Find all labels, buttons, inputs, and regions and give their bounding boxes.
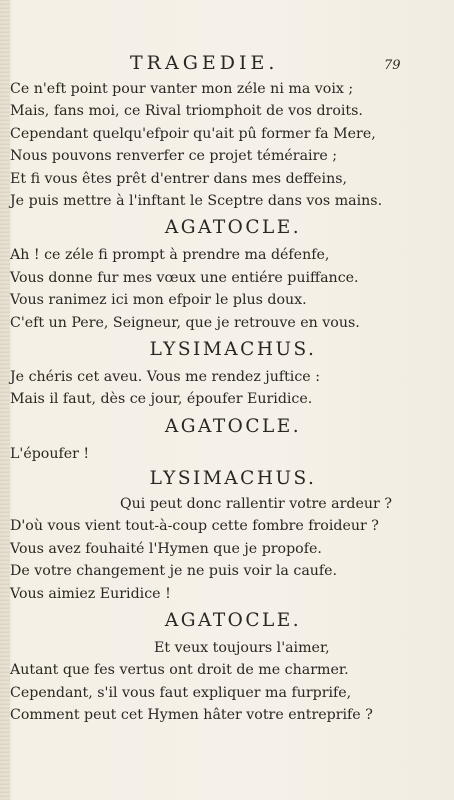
verse-line: Vous aimiez Euridice ! (10, 585, 171, 602)
speaker-name: AGATOCLE. (164, 217, 302, 239)
verse-line: Mais, fans moi, ce Rival triomphoit de vos droits. (10, 103, 363, 120)
verse-line: Cependant quelqu'efpoir qu'ait pû former fa Mere, (10, 125, 376, 142)
verse-line: Comment peut cet Hymen hâter votre entreprife ? (10, 707, 373, 724)
verse-line: Vous avez fouhaité l'Hymen que je propofe. (10, 540, 322, 557)
verse-line: C'eft un Pere, Seigneur, que je retrouve en vous. (10, 314, 360, 331)
verse-line: Qui peut donc rallentir votre ardeur ? (120, 496, 392, 513)
speaker-name: LYSIMACHUS. (149, 338, 317, 360)
verse-line: L'époufer ! (10, 445, 90, 462)
page-header (0, 52, 454, 76)
play-text (10, 78, 440, 727)
verse-line: Vous ranimez ici mon efpoir le plus doux. (10, 292, 307, 309)
verse-line: Vous donne fur mes vœux une entiére puiffance. (10, 269, 359, 286)
verse-line: Ce n'eft point pour vanter mon zéle ni ma voix ; (10, 81, 354, 97)
verse-line: Mais il faut, dès ce jour, époufer Euridice. (10, 391, 313, 408)
verse-line: Ah ! ce zéle fi prompt à prendre ma défenfe, (10, 247, 330, 264)
verse-line: D'où vous vient tout-à-coup cette fombre froideur ? (10, 518, 379, 535)
verse-line: Nous pouvons renverfer ce projet téméraire ; (10, 148, 338, 165)
verse-line: Je puis mettre à l'inftant le Sceptre dans vos mains. (10, 192, 383, 209)
speaker-name: AGATOCLE. (164, 610, 302, 632)
verse-line: Et fi vous êtes prêt d'entrer dans mes deffeins, (10, 170, 347, 187)
speaker-name: AGATOCLE. (164, 415, 302, 437)
page-gutter (0, 0, 10, 800)
page-number: 79 (384, 58, 401, 73)
speaker-name: LYSIMACHUS. (149, 468, 317, 490)
verse-line: De votre changement je ne puis voir la caufe. (10, 563, 338, 580)
verse-line: Je chéris cet aveu. Vous me rendez juftice : (10, 368, 320, 385)
verse-line: Autant que fes vertus ont droit de me charmer. (10, 662, 349, 679)
verse-line: Et veux toujours l'aimer, (154, 640, 330, 657)
running-title: TRAGEDIE. (130, 52, 279, 74)
verse-line: Cependant, s'il vous faut expliquer ma furprife, (10, 684, 352, 701)
